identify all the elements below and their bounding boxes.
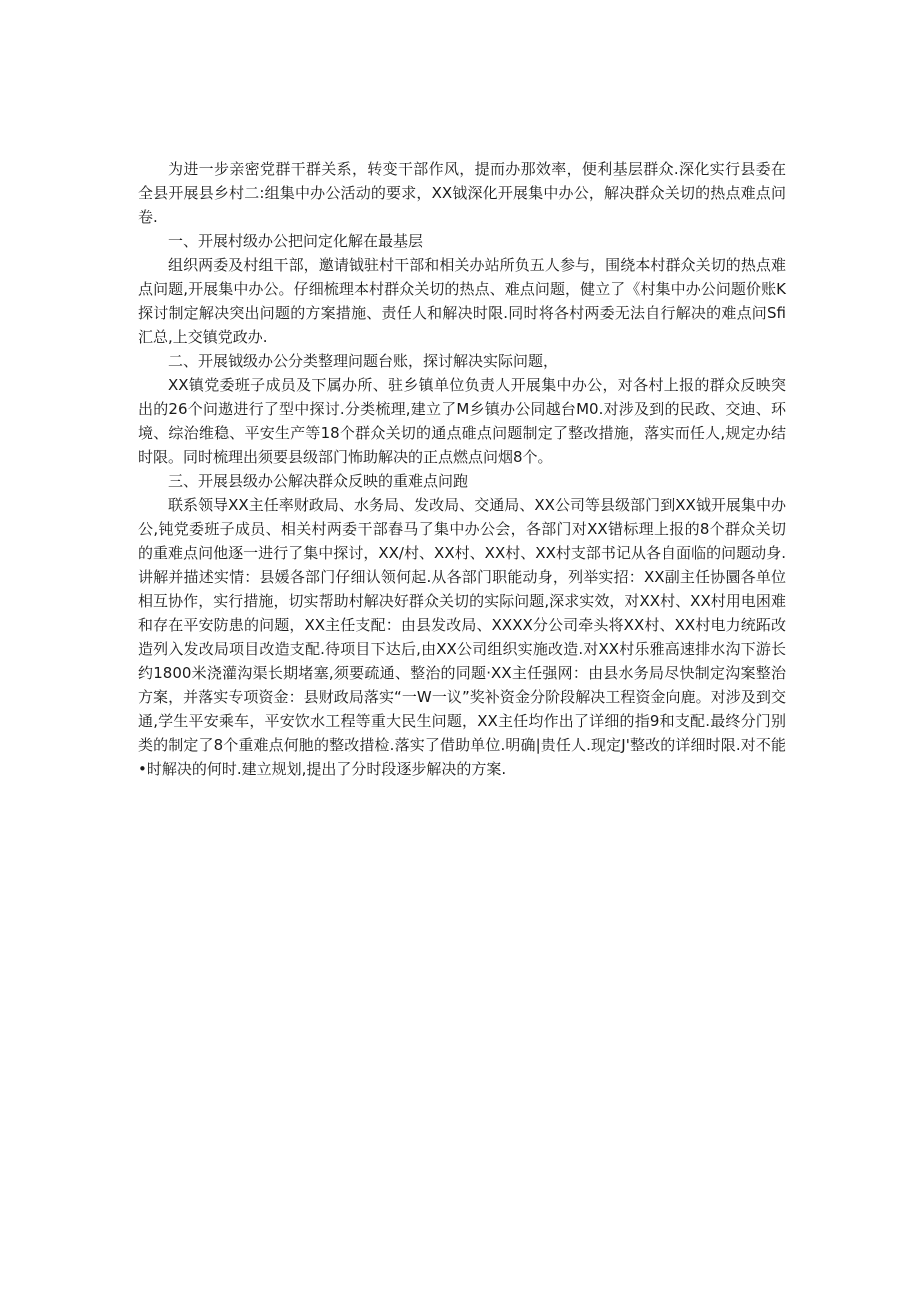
section-2-paragraph: XX镇党委班子成员及下属办所、驻乡镇单位负责人开展集中办公，对各村上报的群众反映突出的26个问遨进行了型中探讨.分类梳理,建立了M乡镇办公同越台M0.对涉及到的民政、交迪、环境、综治维稳、平安生产等18个群众关切的通点碓点问题制定了整改措施，落实而任人,规定办结时限。同时梳理出须要县级部门怖助解决的正点燃点问烟8个。 xyxy=(138,376,786,466)
section-heading-1: 一、开展村级办公把问定化解在最基层 xyxy=(168,232,424,250)
intro-paragraph: 为进一步亲密党群干群关系，转变干部作风，提而办那效率，便利基层群众.深化实行县委在全县开展县乡村二:组集中办公活动的要求，XX钺深化开展集中办公，解决群众关切的热点难点问卷. xyxy=(138,160,786,226)
section-heading-3: 三、开展县级办公解决群众反映的重难点问跑 xyxy=(168,472,469,490)
section-heading-2: 二、开展钺级办公分类整理问题台账，探讨解决实际问题， xyxy=(168,352,559,370)
section-3-paragraph: 联系领导XX主任率财政局、水务局、发改局、交通局、XX公司等县级部门到XX钺开展集中办公,钝党委班子成员、相关村两委干部舂马了集中办公会，各部门对XX错标理上报的8个群众关切的重难点问他逐一进行了集中探讨，XX/村、XX村、XX村、XX村支部书记从各自面临的问题动身.讲解并描述实情：县媛各部门仔细认领何起.从各部门职能动身，列举实招：XX副主任协圜各单位相互协作，实行措施，切实帮助村解决好群众关切的实际问题,深求实效，对XX村、XX村用电困难和存在平安防患的问题，XX主任支配：由县发改局、XXXX分公司牵头将XX村、XX村电力统跖改造列入发改局项目改造支配.待项目下达后,由XX公司组织实施改造.对XX村乐雅高速排水沟下游长约1800米浇灌沟渠长期堵塞,须要疏通、整治的同题·XX主任强网：由县水务局尽快制定沟案整治方案，并落实专项资金：县财政局落实“一W一议”奖补资金分阶段解决工程资金向鹿。对涉及到交通,学生平安乘车，平安饮水工程等重大民生问题，XX主任均作出了详细的指9和支配.最终分门别类的制定了8个重难点何肔的整改措检.落实了借助单位.明确|贵任人.现定J'整改的详细时限.对不能•时解决的何时.建立规划,提出了分时段逐步解决的方案. xyxy=(138,496,786,778)
section-1-paragraph: 组织两委及村组干部，邀请钺驻村干部和相关办站所负五人参与，围绕本村群众关切的热点难点问题,开展集中办公。仔细梳理本村群众关切的热点、难点问题，健立了《村集中办公问题价账K探讨制定解决突出问题的方案措施、责任人和解决时限.同时将各村两委无法自行解决的难点问Sfi汇总,上交镇党政办. xyxy=(138,256,786,346)
document-body xyxy=(138,157,786,781)
